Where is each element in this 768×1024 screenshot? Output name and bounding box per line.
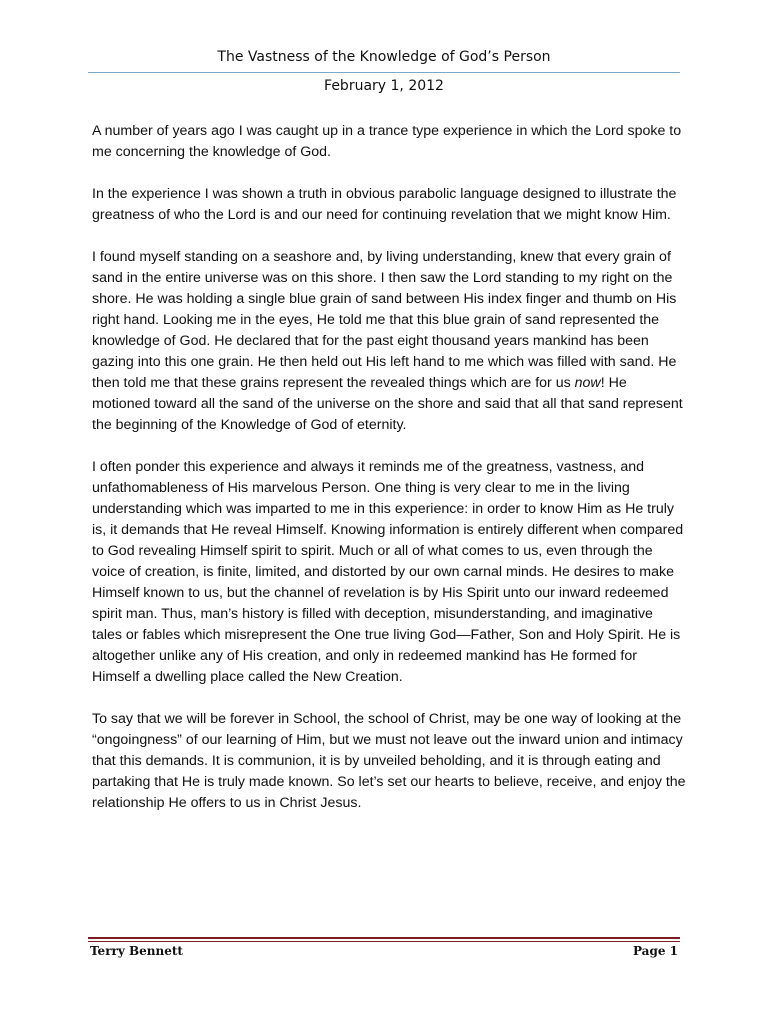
- page-number: Page 1: [632, 944, 678, 958]
- document-date: February 1, 2012: [324, 78, 444, 94]
- footer-divider-thick: [88, 937, 680, 939]
- footer-author: Terry Bennett: [90, 944, 183, 958]
- paragraph-5: To say that we will be forever in School, the school of Christ, may be one way of looking at the “ongoingness” of our learning of Him, but we must not leave out the inward union and intimacy that this demands. It is communion, it is by unveiled beholding, and it is through eating and partaking that He is truly made known. So let’s set our hearts to believe, receive, and enjoy the relationship He offers to us in Christ Jesus.: [92, 711, 686, 811]
- paragraph-4: I often ponder this experience and always it reminds me of the greatness, vastness, and unfathomableness of His marvelous Person. One thing is very clear to me in the living understanding which was imparted to me in this experience: in order to know Him as He truly is, it demands that He reveal Himself. Knowing information is entirely different when compared to God revealing Himself spirit to spirit. Much or all of what comes to us, even through the voice of creation, is finite, limited, and distorted by our own carnal minds. He desires to make Himself known to us, but the channel of revelation is by His Spirit unto our inward redeemed spirit man. Thus, man’s history is filled with deception, misunderstanding, and imaginative tales or fables which misrepresent the One true living God—Father, Son and Holy Spirit. He is altogether unlike any of His creation, and only in redeemed mankind has He formed for Himself a dwelling place called the New Creation.: [92, 459, 684, 685]
- title-divider: [88, 72, 680, 73]
- paragraph-3-emphasis: now: [574, 375, 601, 391]
- paragraph-1: A number of years ago I was caught up in a trance type experience in which the Lord spoke to me concerning the knowledge of God.: [92, 123, 682, 160]
- paragraph-2: In the experience I was shown a truth in obvious parabolic language designed to illustrate the greatness of who the Lord is and our need for continuing revelation that we might know Him.: [92, 186, 677, 223]
- footer-divider-thin: [88, 941, 680, 942]
- document-title: The Vastness of the Knowledge of God’s Person: [217, 49, 551, 65]
- paragraph-3: [92, 247, 686, 436]
- paragraph-3-text-b: ! He motioned toward all the sand of the universe on the shore and said that all that sand represent the beginning of the Knowledge of God of eternity.: [92, 375, 683, 433]
- document-body: [92, 121, 686, 835]
- paragraph-3-text-a: I found myself standing on a seashore and, by living understanding, knew that every grain of sand in the entire universe was on this shore. I then saw the Lord standing to my right on the shore. He was holding a single blue grain of sand between His index finger and thumb on His right hand. Looking me in the eyes, He told me that this blue grain of sand represented the knowledge of God. He declared that for the past eight thousand years mankind has been gazing into this one grain. He then held out His left hand to me which was filled with sand. He then told me that these grains represent the revealed things which are for us: [92, 249, 677, 391]
